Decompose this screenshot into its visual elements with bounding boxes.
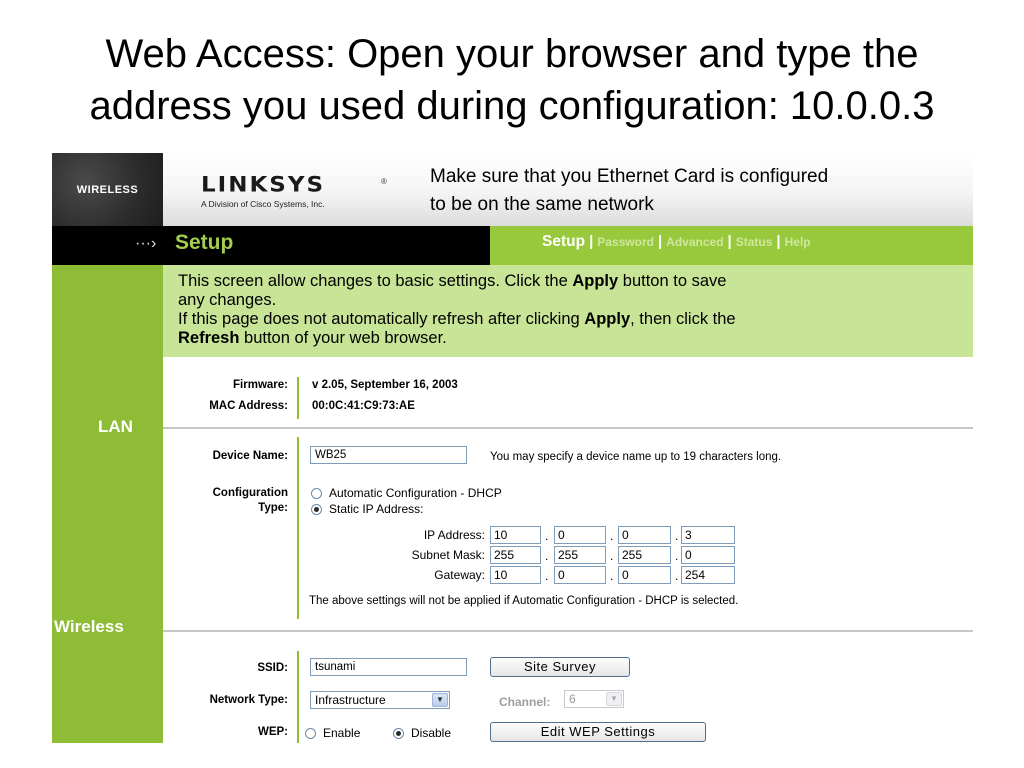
chevron-down-icon[interactable]: ▼ [606, 692, 622, 706]
info-box [163, 265, 973, 357]
info-text: any changes. [178, 291, 277, 309]
linksys-logo [201, 173, 387, 209]
config-type-label [175, 486, 288, 516]
radio-wep-disable-circle[interactable] [393, 728, 404, 739]
gw-octet-4[interactable]: 254 [681, 566, 735, 584]
mac-label: MAC Address: [209, 400, 288, 412]
sidebar-label-wireless: Wireless [54, 617, 124, 636]
subnet-mask-label: Subnet Mask: [411, 548, 485, 562]
network-type-select[interactable] [310, 691, 450, 709]
ip-dot: . [545, 569, 549, 583]
network-note [430, 163, 973, 219]
gw-octet-2[interactable]: 0 [554, 566, 606, 584]
ip-octet-3[interactable]: 0 [618, 526, 671, 544]
wep-label: WEP: [257, 726, 288, 738]
radio-dhcp[interactable] [311, 486, 502, 500]
arrow-icon: ···› [135, 235, 157, 252]
config-type-label-line-2: Type: [258, 502, 288, 514]
slide-title [0, 28, 1024, 132]
ip-dot: . [675, 569, 679, 583]
info-apply-bold: Apply [584, 310, 631, 328]
mac-value: 00:0C:41:C9:73:AE [312, 400, 415, 412]
firmware-label: Firmware: [233, 379, 288, 391]
radio-dhcp-label: Automatic Configuration - DHCP [329, 486, 502, 500]
info-apply-bold: Apply [572, 272, 619, 290]
chevron-down-icon[interactable]: ▼ [432, 693, 448, 707]
radio-static[interactable] [311, 502, 424, 516]
ip-dot: . [610, 569, 614, 583]
ssid-input[interactable]: tsunami [310, 658, 467, 676]
gw-octet-1[interactable]: 10 [490, 566, 541, 584]
gw-octet-3[interactable]: 0 [618, 566, 671, 584]
channel-label: Channel: [499, 695, 551, 709]
sidebar-label-lan: LAN [98, 417, 133, 436]
info-text: , then click the [630, 310, 736, 328]
nav-setup[interactable]: Setup [542, 233, 586, 250]
radio-wep-disable[interactable] [393, 726, 451, 740]
logo-registered-mark: ® [381, 177, 387, 186]
slide-title-line-2: address you used during configuration: 10.0.0.3 [89, 84, 935, 128]
ip-dot: . [610, 529, 614, 543]
channel-select[interactable] [564, 690, 624, 708]
row-divider [297, 377, 299, 419]
page-header [52, 153, 973, 226]
network-type-value: Infrastructure [315, 693, 386, 707]
nav-separator: | [727, 233, 732, 250]
edit-wep-settings-button[interactable]: Edit WEP Settings [490, 722, 706, 742]
radio-wep-enable-label: Enable [323, 726, 361, 740]
brand-tile: WIRELESS [52, 153, 163, 226]
mask-octet-2[interactable]: 255 [554, 546, 606, 564]
radio-wep-enable-circle[interactable] [305, 728, 316, 739]
ssid-label: SSID: [257, 662, 288, 674]
device-name-label: Device Name: [212, 450, 288, 462]
mask-octet-4[interactable]: 0 [681, 546, 735, 564]
logo-wordmark: LINKSYS [201, 173, 326, 197]
router-config-screenshot [52, 153, 973, 743]
logo-subtitle: A Division of Cisco Systems, Inc. [201, 199, 325, 209]
section-divider [163, 427, 973, 429]
gateway-label: Gateway: [434, 568, 485, 582]
left-sidebar [52, 265, 163, 743]
network-note-line-1: Make sure that you Ethernet Card is configured [430, 166, 829, 187]
network-type-label: Network Type: [209, 694, 288, 706]
firmware-value: v 2.05, September 16, 2003 [312, 379, 458, 391]
nav-separator: | [776, 233, 781, 250]
slide-title-line-1: Web Access: Open your browser and type the [105, 32, 919, 76]
ip-octet-1[interactable]: 10 [490, 526, 541, 544]
radio-static-circle[interactable] [311, 504, 322, 515]
section-divider [163, 630, 973, 632]
radio-dhcp-circle[interactable] [311, 488, 322, 499]
radio-wep-enable[interactable] [305, 726, 360, 740]
channel-value: 6 [569, 692, 576, 706]
dhcp-footer-note: The above settings will not be applied if Automatic Configuration - DHCP is selected. [309, 595, 739, 607]
ip-dot: . [545, 549, 549, 563]
nav-status[interactable]: Status [735, 235, 773, 249]
ip-address-label: IP Address: [423, 528, 485, 542]
device-name-hint: You may specify a device name up to 19 characters long. [490, 451, 782, 463]
info-refresh-bold: Refresh [178, 329, 240, 347]
network-note-line-2: to be on the same network [430, 194, 654, 215]
section-title: Setup [175, 231, 234, 254]
info-text: button to save [618, 272, 727, 290]
nav-separator: | [589, 233, 594, 250]
ip-octet-2[interactable]: 0 [554, 526, 606, 544]
mask-octet-3[interactable]: 255 [618, 546, 671, 564]
nav-separator: | [657, 233, 663, 250]
ip-dot: . [545, 529, 549, 543]
row-divider [297, 651, 299, 743]
mask-octet-1[interactable]: 255 [490, 546, 541, 564]
radio-static-label: Static IP Address: [329, 502, 424, 516]
ip-dot: . [675, 529, 679, 543]
nav-advanced[interactable]: Advanced [666, 235, 724, 249]
info-text: This screen allow changes to basic settings. Click the [178, 272, 573, 290]
nav-password[interactable]: Password [597, 235, 654, 249]
site-survey-button[interactable]: Site Survey [490, 657, 630, 677]
radio-wep-disable-label: Disable [411, 726, 452, 740]
ip-dot: . [675, 549, 679, 563]
config-type-label-line-1: Configuration [212, 487, 288, 499]
device-name-input[interactable]: WB25 [310, 446, 467, 464]
nav-help[interactable]: Help [784, 235, 811, 249]
ip-dot: . [610, 549, 614, 563]
info-text: button of your web browser. [239, 329, 447, 347]
ip-octet-4[interactable]: 3 [681, 526, 735, 544]
top-nav [490, 226, 973, 265]
info-text: If this page does not automatically refresh after clicking [178, 310, 585, 328]
